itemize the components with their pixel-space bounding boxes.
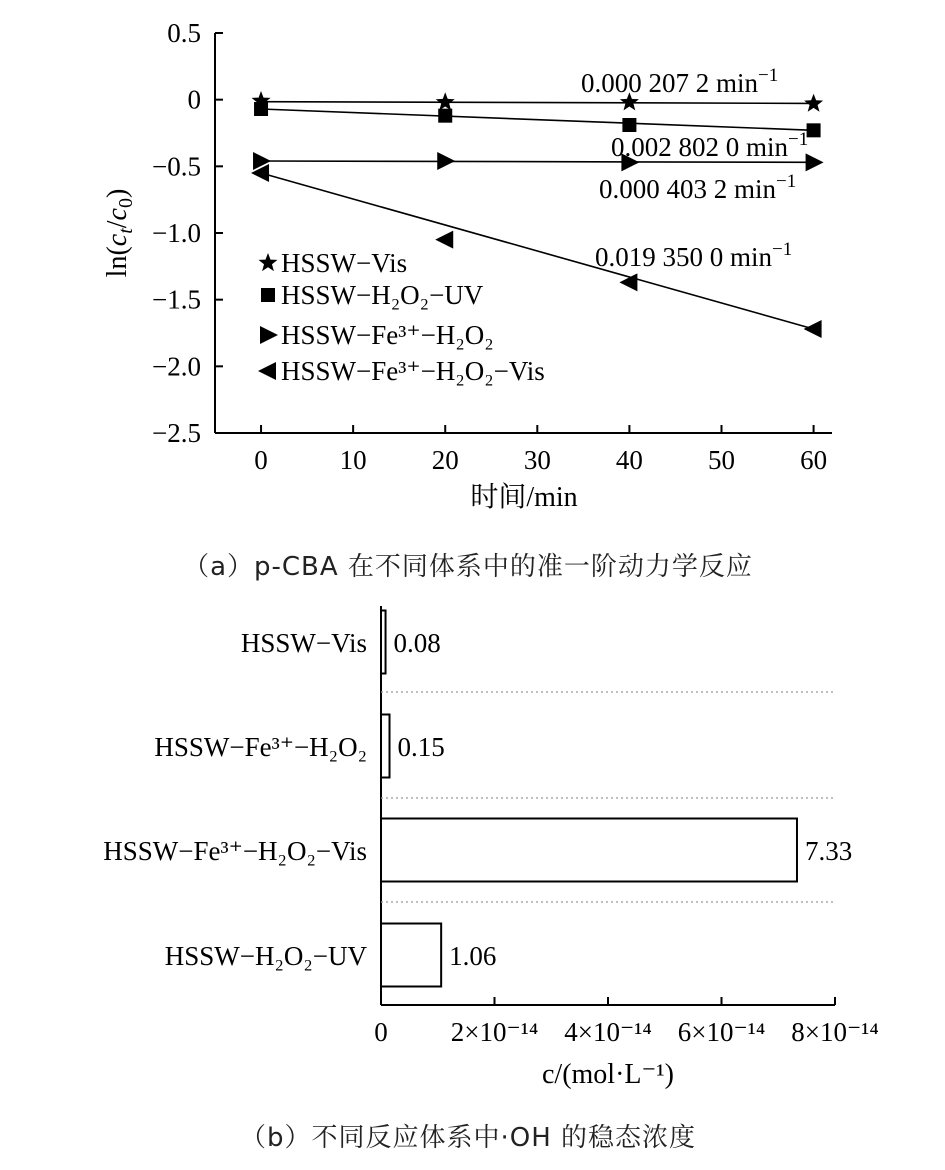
x-tick-label: 20	[431, 445, 459, 475]
square-marker	[807, 123, 821, 137]
x-axis-label: 时间/min	[470, 482, 578, 513]
y-axis-label	[102, 189, 137, 278]
triangle-right-marker	[437, 152, 455, 170]
y-axis-label-part: /	[102, 220, 133, 229]
category-label: HSSW−H₂O₂−UV	[164, 941, 367, 971]
y-tick-label: −2.5	[152, 418, 201, 448]
x-tick-label: 4×10⁻¹⁴	[564, 1017, 652, 1047]
star-marker	[804, 94, 823, 112]
square-marker	[438, 109, 452, 123]
y-tick-label: 0	[187, 84, 201, 115]
y-axis-label-part: )	[102, 188, 133, 198]
category-label: HSSW−Fe³⁺−H₂O₂	[154, 732, 367, 762]
legend-label: HSSW−Fe³⁺−H₂O₂	[281, 320, 494, 350]
rate-constant-exponent: −1	[772, 239, 793, 260]
triangle-left-marker	[804, 320, 822, 338]
x-tick-label: 8×10⁻¹⁴	[791, 1017, 879, 1047]
legend-label: HSSW−H₂O₂−UV	[281, 280, 484, 310]
triangle-left-marker	[258, 362, 276, 380]
bar	[381, 924, 441, 987]
x-tick-label: 0	[374, 1017, 388, 1047]
oh-concentration-bar-chart	[0, 600, 945, 1170]
caption-b: （b）不同反应体系中·OH 的稳态浓度	[239, 1123, 697, 1153]
x-tick-label: 6×10⁻¹⁴	[677, 1017, 766, 1047]
x-tick-label: 0	[254, 445, 268, 475]
x-tick-label: 60	[800, 445, 828, 475]
legend-item-4	[258, 356, 545, 386]
legend-item-3	[260, 320, 494, 350]
category-label: HSSW−Vis	[240, 628, 367, 658]
bar-value-label: 0.08	[393, 628, 441, 658]
bar-value-label: 7.33	[804, 836, 853, 866]
y-tick-label: −0.5	[152, 151, 201, 182]
category-label: HSSW−Fe³⁺−H₂O₂−Vis	[103, 836, 367, 866]
star-marker	[259, 253, 278, 271]
rate-constant-exponent: −1	[758, 65, 779, 86]
y-axis-label-part: ln(	[102, 246, 133, 278]
bar	[381, 611, 386, 674]
triangle-right-marker	[806, 153, 824, 171]
rate-constant-exponent: −1	[776, 171, 797, 192]
legend-item-2	[261, 280, 484, 310]
y-axis-label-part: c	[102, 208, 133, 221]
x-axis-label: c/(mol·L⁻¹)	[541, 1059, 675, 1090]
square-marker	[261, 288, 275, 302]
y-tick-label: −2.0	[152, 351, 201, 382]
legend-label: HSSW−Vis	[281, 248, 408, 278]
y-tick-label: −1.0	[152, 218, 201, 248]
rate-constant-exponent: −1	[788, 129, 809, 150]
bar	[381, 819, 797, 882]
square-marker	[254, 102, 268, 116]
x-tick-label: 30	[523, 445, 551, 475]
caption-a: （a）p-CBA 在不同体系中的准一阶动力学反应	[183, 552, 753, 582]
star-marker	[436, 92, 455, 110]
legend-label: HSSW−Fe³⁺−H₂O₂−Vis	[281, 356, 545, 386]
fit-line	[261, 102, 814, 104]
square-marker	[622, 118, 636, 132]
y-tick-label: 0.5	[167, 18, 201, 48]
fit-line	[261, 109, 814, 130]
y-axis-label-part: t	[115, 228, 137, 234]
rate-constant-label: 0.002 802 0 $\min^{-1}$	[611, 129, 809, 162]
bar-value-label: 1.06	[449, 941, 497, 971]
x-tick-label: 40	[615, 445, 643, 475]
legend-item-1	[259, 248, 408, 278]
x-tick-label: 10	[339, 445, 367, 475]
x-tick-label: 2×10⁻¹⁴	[450, 1017, 539, 1047]
x-tick-label: 50	[707, 445, 735, 475]
bar	[381, 715, 390, 778]
rate-constant-label: 0.019 350 0 $\min^{-1}$	[595, 239, 793, 272]
triangle-right-marker	[260, 326, 278, 344]
triangle-left-marker	[435, 231, 453, 249]
rate-constant-label: 0.000 403 2 $\min^{-1}$	[599, 171, 797, 204]
y-axis-label-part: c	[102, 233, 133, 247]
bar-value-label: 0.15	[397, 732, 445, 762]
y-tick-label: −1.5	[152, 284, 201, 315]
y-axis-label-part: 0	[115, 198, 137, 208]
rate-constant-label: 0.000 207 2 $\min^{-1}$	[581, 65, 779, 98]
